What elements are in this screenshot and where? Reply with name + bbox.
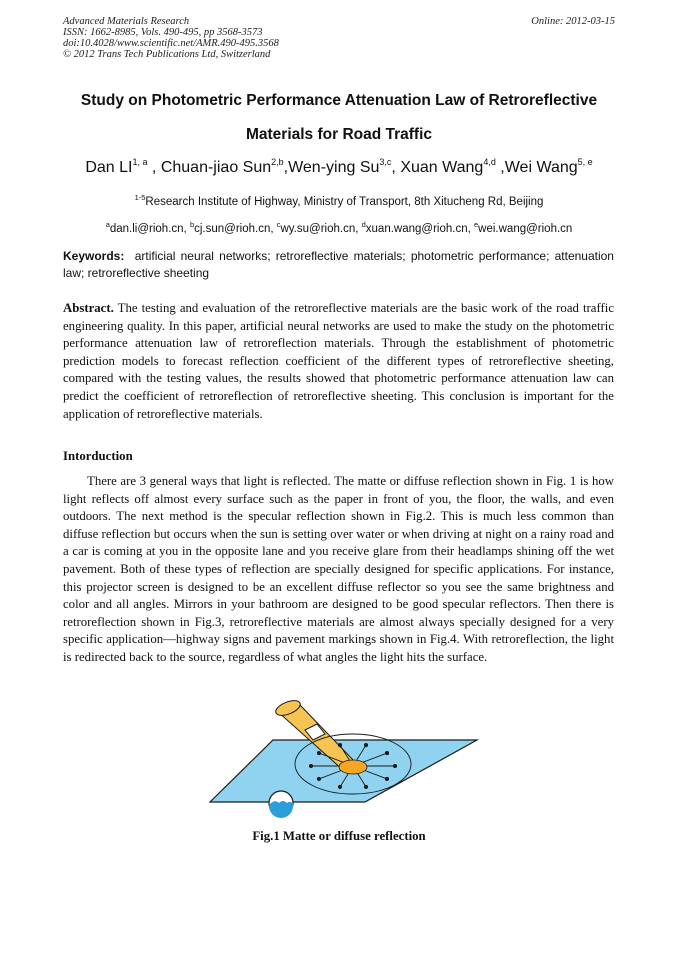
email-sup: d [361, 220, 366, 229]
email-list [0, 220, 678, 235]
email-sup: c [276, 220, 281, 229]
abstract-label: Abstract. [63, 301, 114, 315]
water-icon [269, 801, 293, 818]
ray-arrowhead [317, 777, 320, 780]
copyright-line: © 2012 Trans Tech Publications Ltd, Switzerland [63, 49, 271, 60]
ray-arrowhead [338, 744, 341, 747]
ray-arrowhead [309, 764, 312, 767]
affiliation [0, 193, 678, 208]
figure-1 [205, 700, 480, 825]
affiliation-sup: 1-5 [134, 193, 146, 202]
journal-header [63, 16, 279, 60]
author-name: Chuan-jiao Sun [160, 159, 272, 176]
author-list [0, 157, 678, 177]
ray-arrowhead [385, 777, 388, 780]
author-separator: , [391, 159, 401, 176]
author-sup: 1, a [132, 157, 148, 167]
author-separator: , [495, 159, 505, 176]
paper-title-line-2: Materials for Road Traffic [245, 126, 433, 143]
figure-caption: Fig.1 Matte or diffuse reflection [252, 829, 426, 843]
email-sup: b [189, 220, 195, 229]
email-link[interactable]: cj.sun@rioh.cn, [194, 223, 277, 235]
email-sup: a [105, 220, 110, 229]
author-separator: , [147, 159, 161, 176]
paper-title-line-1: Study on Photometric Performance Attenuation Law of Retroreflective [80, 92, 598, 109]
email-link[interactable]: wei.wang@rioh.cn [478, 223, 573, 235]
introduction-heading: Intorduction [63, 449, 133, 463]
keywords-text: artificial neural networks; retroreflective materials; photometric performance; attenuation law; retroreflective sheeting [63, 249, 614, 280]
issn-line: ISSN: 1662-8985, Vols. 490-495, pp 3568-3573 [63, 27, 263, 38]
abstract [63, 300, 614, 423]
keywords-label: Keywords: [63, 249, 125, 263]
author-separator: , [283, 159, 289, 176]
journal-name: Advanced Materials Research [63, 16, 190, 27]
ray-arrowhead [385, 752, 388, 755]
abstract-text: The testing and evaluation of the retroreflective materials are the basic work of the road traffic engineering quality. In this paper, artificial neural networks are used to make the study on the photometric performance attenuation law of retroreflection materials. Through the establishment of photometric prediction models to forecast reflection coefficient of the different types of retroreflective sheeting, compared with the testing values, the results showed that photometric performance attenuation law can predict the coefficient of retroreflection of retroreflective sheeting. This conclusion is important for the application of retroreflective materials. [63, 301, 614, 421]
ray-arrowhead [338, 785, 341, 788]
email-link[interactable]: xuan.wang@rioh.cn, [365, 223, 474, 235]
ray-arrowhead [393, 764, 396, 767]
email-link[interactable]: wy.su@rioh.cn, [280, 223, 362, 235]
introduction-text: There are 3 general ways that light is reflected. The matte or diffuse reflection shown in Fig. 1 is how light reflects off almost every surface such as the paper in front of you, the floor, the walls, and even outdoors. The next method is the specular reflection shown in Fig.2. This is much less common than diffuse reflection but occurs when the sun is setting over water or when driving at night on a rainy road and a car is coming at you in the opposite lane and you receive glare from their headlamps shining off the wet pavement. Both of these types of reflection are specially designed for specific applications. For instance, this projector screen is designed to be an excellent diffuse reflector so you see the same brightness and color and all angles. Mirrors in your bathroom are designed to be good specular reflectors. Then there is retroreflection shown in Fig.3, retroreflective materials are almost always specially designed for a very specific application—highway signs and pavement markings shown in Fig.4. With retroreflection, the light is redirected back to the source, regardless of what angles the light hits the surface. [63, 474, 614, 664]
author-sup: 3,c [379, 157, 392, 167]
email-link[interactable]: dan.li@rioh.cn, [109, 223, 190, 235]
email-sup: e [474, 220, 479, 229]
diffuse-reflection-diagram [205, 700, 480, 820]
author-name: Dan LI [85, 159, 133, 176]
author-sup: 4,d [483, 157, 496, 167]
author-name: Wen-ying Su [288, 159, 380, 176]
affiliation-text: Research Institute of Highway, Ministry of Transport, 8th Xitucheng Rd, Beijing [145, 196, 544, 208]
ray-arrowhead [364, 744, 367, 747]
author-name: Wei Wang [504, 159, 578, 176]
author-name: Xuan Wang [400, 159, 484, 176]
author-sup: 2,b [271, 157, 284, 167]
ray-arrowhead [317, 752, 320, 755]
ray-arrowhead [364, 785, 367, 788]
author-sup: 5, e [577, 157, 593, 167]
online-date: Online: 2012-03-15 [531, 16, 615, 27]
illuminated-spot [339, 760, 367, 774]
doi-line: doi:10.4028/www.scientific.net/AMR.490-495.3568 [63, 38, 279, 49]
keywords [63, 248, 614, 282]
